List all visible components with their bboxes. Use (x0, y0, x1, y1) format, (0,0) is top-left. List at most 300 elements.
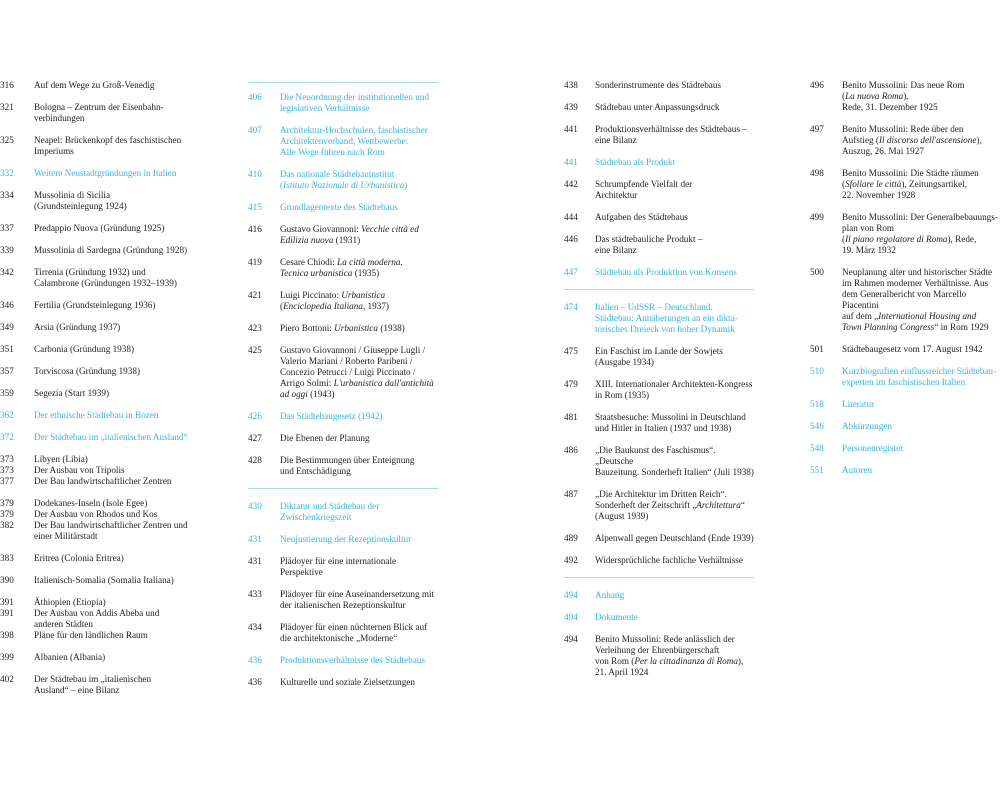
page-number: 446 (564, 234, 578, 244)
entry-title-line: auf dem „International Housing and (842, 311, 977, 321)
page-number: 383 (0, 553, 14, 563)
entry-title (842, 80, 1000, 113)
entry-title-line: „Die Architektur im Dritten Reich“. (595, 489, 727, 499)
page-number: 390 (0, 575, 14, 585)
entry-title (280, 622, 438, 644)
page-number: 431 (248, 556, 262, 566)
page-number: 501 (810, 344, 824, 354)
entry-title (595, 445, 754, 478)
entry-title (595, 590, 754, 601)
entry-title-line: Calambrone (Gründungen 1932–1939) (34, 278, 177, 288)
entry-title (34, 630, 210, 641)
toc-entry[interactable] (0, 465, 210, 476)
toc-entry[interactable] (0, 388, 210, 399)
entry-title-line: Staatsbesuche: Mussolini in Deutschland (595, 412, 746, 422)
page-number: 494 (564, 634, 578, 644)
page-number: 494 (564, 590, 578, 600)
entry-title (280, 224, 438, 246)
entry-title (280, 169, 438, 191)
entry-title-line: Verleihung der Ehrenbürgerschaft (595, 645, 720, 655)
page-number: 487 (564, 489, 578, 499)
entry-title-line: (Sfollare le città), Zeitungsartikel, (842, 179, 967, 189)
entry-title (34, 344, 210, 355)
toc-section-heading[interactable] (564, 302, 754, 335)
page-number: 442 (564, 179, 578, 189)
toc-section-heading[interactable] (564, 267, 754, 278)
entry-title-line: Architektur (595, 190, 638, 200)
toc-entry[interactable] (0, 652, 210, 663)
entry-title (280, 92, 438, 114)
entry-title-line: Dodekanes-Inseln (Isole Egee) (34, 498, 148, 508)
entry-title (595, 533, 754, 544)
entry-title-line: verbindungen (34, 113, 85, 123)
entry-title-line: und Entschädigung (280, 466, 351, 476)
toc-entry[interactable] (0, 135, 210, 157)
page-number: 410 (248, 169, 262, 179)
toc-section-heading[interactable] (564, 157, 754, 168)
toc-column-3 (564, 80, 754, 689)
entry-title (842, 421, 1000, 432)
entry-title (280, 501, 438, 523)
toc-entry[interactable] (0, 575, 210, 586)
entry-title-line: torisches Dreieck von hoher Dynamik (595, 324, 735, 334)
toc-entry[interactable] (0, 267, 210, 289)
toc-entry[interactable] (564, 124, 754, 146)
page-number: 379 (0, 498, 14, 508)
entry-title (842, 399, 1000, 410)
toc-section-heading[interactable] (0, 432, 210, 443)
entry-title (842, 124, 1000, 157)
page-number: 486 (564, 445, 578, 455)
page-number: 339 (0, 245, 14, 255)
entry-title (34, 498, 210, 509)
entry-title (595, 555, 754, 566)
toc-column-1 (0, 80, 210, 707)
entry-title-line: Städtebau: Annäherungen an ein dikta- (595, 313, 738, 323)
entry-title-line: Neapel: Brückenkopf des faschistischen (34, 135, 182, 145)
entry-title (34, 454, 210, 465)
toc-entry[interactable] (564, 634, 754, 678)
entry-title (280, 677, 438, 688)
entry-title (34, 509, 210, 520)
page-number: 342 (0, 267, 14, 277)
entry-title-line: dem Generalbericht von Marcello Piacentini (842, 289, 967, 310)
entry-title-line: Predappio Nuova (Gründung 1925) (34, 223, 165, 233)
page-number: 548 (810, 443, 824, 453)
entry-title (280, 534, 438, 545)
toc-entry[interactable] (0, 509, 210, 520)
toc-entry[interactable] (248, 677, 438, 688)
toc-entry[interactable] (248, 257, 438, 279)
page-number: 415 (248, 202, 262, 212)
entry-title-line: Arrigo Solmi: L'urbanistica dall'antichità (280, 378, 434, 388)
toc-entry[interactable] (0, 674, 210, 696)
entry-title-line: Aufgaben des Städtebaus (595, 212, 688, 222)
entry-title-line: Der Bau landwirtschaftlicher Zentren und (34, 520, 188, 530)
entry-title (34, 245, 210, 256)
page-number: 518 (810, 399, 824, 409)
page-number: 399 (0, 652, 14, 662)
page-number: 481 (564, 412, 578, 422)
entry-title-line: Albanien (Albania) (34, 652, 106, 662)
toc-section-heading[interactable] (810, 399, 1000, 410)
toc-entry[interactable] (248, 589, 438, 611)
page-number: 337 (0, 223, 14, 233)
entry-title-line: Zwischenkriegszeit (280, 512, 352, 522)
toc-entry[interactable] (564, 346, 754, 368)
page-number: 441 (564, 157, 578, 167)
page-number: 479 (564, 379, 578, 389)
page-number: 416 (248, 224, 262, 234)
entry-title-line: Abkürzungen (842, 421, 893, 431)
entry-title (842, 212, 1000, 256)
entry-title (34, 135, 210, 157)
page-number: 419 (248, 257, 262, 267)
entry-title-line: Rede, 31. Dezember 1925 (842, 102, 938, 112)
entry-title-line: Das städtebauliche Produkt – (595, 234, 703, 244)
entry-title-line: (Enciclopedia Italiana, 1937) (280, 301, 389, 311)
page-number: 357 (0, 366, 14, 376)
entry-title (595, 267, 754, 278)
toc-entry[interactable] (564, 379, 754, 401)
entry-title-line: Neujustierung der Rezeptionskultur (280, 534, 412, 544)
toc-entry[interactable] (564, 234, 754, 256)
entry-title-line: Valerio Mariani / Roberto Paribeni / (280, 356, 413, 366)
entry-title-line: Arsia (Gründung 1937) (34, 322, 121, 332)
entry-title-line: Der Städtebau im „italienischen Ausland“ (34, 432, 188, 442)
entry-title-line: Der Ausbau von Rhodos und Kos (34, 509, 158, 519)
toc-entry[interactable] (0, 553, 210, 564)
entry-title-line: Produktionsverhältnisse des Städtebaus – (595, 124, 747, 134)
entry-title-line: Piero Bottoni: Urbanistica (1938) (280, 323, 405, 333)
page-number: 377 (0, 476, 14, 486)
toc-entry[interactable] (248, 622, 438, 644)
entry-title (280, 125, 438, 158)
entry-title-line: Dokumente (595, 612, 638, 622)
page-number: 434 (248, 622, 262, 632)
page-number: 382 (0, 520, 14, 530)
entry-title-line: (Il piano regolatore di Roma), Rede, (842, 234, 977, 244)
entry-title-line: Plädoyer für einen nüchternen Blick auf (280, 622, 428, 632)
toc-column-2 (248, 80, 438, 699)
page-number: 372 (0, 432, 14, 442)
toc-section-heading[interactable] (564, 590, 754, 601)
entry-title (280, 655, 438, 666)
entry-title-line: Produktionsverhältnisse des Städtebaus (280, 655, 425, 665)
entry-title-line: Segezia (Start 1939) (34, 388, 110, 398)
page-number: 551 (810, 465, 824, 475)
page-number: 423 (248, 323, 262, 333)
page-number: 441 (564, 124, 578, 134)
toc-entry[interactable] (0, 520, 210, 542)
toc-entry[interactable] (0, 344, 210, 355)
entry-title-line: Plädoyer für eine Auseinandersetzung mit (280, 589, 435, 599)
toc-entry[interactable] (564, 102, 754, 113)
toc-section-heading[interactable] (0, 168, 210, 179)
entry-title-line: Literatur (842, 399, 875, 409)
toc-section-heading[interactable] (248, 125, 438, 158)
entry-title (34, 520, 210, 542)
entry-title-line: Auszug, 26. Mai 1927 (842, 146, 924, 156)
toc-entry[interactable] (0, 322, 210, 333)
entry-title-line: XIII. Internationaler Architekten-Kongress (595, 379, 753, 389)
entry-title-line: und Hitler in Italien (1937 und 1938) (595, 423, 732, 433)
entry-title-line: Das Städtebaugesetz (1942) (280, 411, 383, 421)
entry-title-line: (La nuova Roma), (842, 91, 909, 101)
page-number: 430 (248, 501, 262, 511)
entry-title-line: im Rahmen moderner Verhältnisse. Aus (842, 278, 989, 288)
entry-title-line: (August 1939) (595, 511, 649, 521)
entry-title (280, 202, 438, 213)
toc-entry[interactable] (0, 366, 210, 377)
entry-title-line: Ausland“ – eine Bilanz (34, 685, 120, 695)
page-number: 431 (248, 534, 262, 544)
entry-title (34, 608, 210, 630)
entry-title-line: Torviscosa (Gründung 1938) (34, 366, 141, 376)
entry-title-line: Ein Faschist im Lande der Sowjets (595, 346, 723, 356)
toc-entry[interactable] (810, 267, 1000, 333)
entry-title (34, 366, 210, 377)
toc-section-heading[interactable] (810, 421, 1000, 432)
toc-section-heading[interactable] (248, 92, 438, 114)
entry-title-line: ad oggi (1943) (280, 389, 335, 399)
toc-entry[interactable] (0, 80, 210, 91)
entry-title-line: Edilizia nuova (1931) (280, 235, 361, 245)
entry-title-line: eine Bilanz (595, 135, 637, 145)
toc-entry[interactable] (0, 300, 210, 311)
toc-entry[interactable] (564, 533, 754, 544)
entry-title (595, 124, 754, 146)
page-number: 332 (0, 168, 14, 178)
toc-entry[interactable] (248, 433, 438, 444)
entry-title-line: Neuplanung alter und historischer Städte (842, 267, 993, 277)
entry-title (34, 465, 210, 476)
entry-title (34, 597, 210, 608)
entry-title (34, 674, 210, 696)
entry-title-line: Mussolinia di Sardegna (Gründung 1928) (34, 245, 188, 255)
toc-entry[interactable] (248, 556, 438, 578)
entry-title-line: Widersprüchliche fachliche Verhältnisse (595, 555, 743, 565)
entry-title-line: Sonderinstrumente des Städtebaus (595, 80, 722, 90)
entry-title (280, 455, 438, 477)
page-number: 496 (810, 80, 824, 90)
toc-entry[interactable] (248, 290, 438, 312)
entry-title (595, 302, 754, 335)
page-number: 426 (248, 411, 262, 421)
entry-title-line: anderen Städten (34, 619, 93, 629)
entry-title-line: Concezio Petrucci / Luigi Piccinato / (280, 367, 416, 377)
entry-title-line: Perspektive (280, 567, 323, 577)
toc-entry[interactable] (0, 102, 210, 124)
toc-entry[interactable] (810, 124, 1000, 157)
toc-section-heading[interactable] (248, 411, 438, 422)
entry-title-line: Äthiopien (Etiopia) (34, 597, 106, 607)
entry-title-line: der italienischen Rezeptionskultur (280, 600, 406, 610)
toc-section-heading[interactable] (810, 443, 1000, 454)
entry-title-line: Architektenverband, Wettbewerbe: (280, 136, 409, 146)
entry-title-line: Italienisch-Somalia (Somalia Italiana) (34, 575, 174, 585)
entry-title (280, 345, 438, 400)
toc-entry[interactable] (0, 608, 210, 630)
entry-title-line: Benito Mussolini: Die Städte räumen (842, 168, 979, 178)
entry-title-line: experten im faschistischen Italien (842, 377, 966, 387)
entry-title (34, 102, 210, 124)
entry-title (34, 652, 210, 663)
entry-title (595, 489, 754, 522)
entry-title-line: Alpenwall gegen Deutschland (Ende 1939) (595, 533, 754, 543)
page-number: 421 (248, 290, 262, 300)
entry-title-line: Städtebau unter Anpassungsdruck (595, 102, 720, 112)
page-number: 438 (564, 80, 578, 90)
entry-title (595, 412, 754, 434)
toc-entry[interactable] (0, 630, 210, 641)
entry-title-line: Sonderheft der Zeitschrift „Architettura“ (595, 500, 745, 510)
page-number: 373 (0, 465, 14, 475)
entry-title-line: von Rom (Per la cittadinanza di Roma), (595, 656, 744, 666)
toc-entry[interactable] (810, 80, 1000, 113)
page-number: 379 (0, 509, 14, 519)
entry-title-line: Tecnica urbanistica (1935) (280, 268, 380, 278)
entry-title (280, 556, 438, 578)
toc-entry[interactable] (0, 245, 210, 256)
entry-title-line: Städtebau als Produkt (595, 157, 676, 167)
entry-title (34, 190, 210, 212)
toc-entry[interactable] (0, 476, 210, 487)
entry-title (280, 290, 438, 312)
page-number: 427 (248, 433, 262, 443)
page-number: 497 (810, 124, 824, 134)
toc-entry[interactable] (0, 498, 210, 509)
entry-title-line: Cesare Chiodi: La città moderna. (280, 257, 403, 267)
toc-entry[interactable] (810, 212, 1000, 256)
entry-title-line: Gustavo Giovannoni / Giuseppe Lugli / (280, 345, 426, 355)
entry-title (34, 80, 210, 91)
page-number: 444 (564, 212, 578, 222)
toc-entry[interactable] (248, 224, 438, 246)
page-number: 334 (0, 190, 14, 200)
entry-title (34, 432, 210, 443)
entry-title-line: Autoren (842, 465, 873, 475)
entry-title-line: Grundlagentexte des Städtebaus (280, 202, 398, 212)
entry-title-line: Kurzbiografien einflussreicher Städtebau- (842, 366, 997, 376)
entry-title (842, 168, 1000, 201)
entry-title-line: 22. November 1928 (842, 190, 916, 200)
entry-title-line: Städtebaugesetz vom 17. August 1942 (842, 344, 983, 354)
toc-entry[interactable] (564, 212, 754, 223)
entry-title (34, 223, 210, 234)
toc-entry[interactable] (564, 555, 754, 566)
toc-section-heading[interactable] (248, 501, 438, 523)
entry-title-line: Personenregister (842, 443, 904, 453)
entry-title-line: Pläne für den ländlichen Raum (34, 630, 148, 640)
page-number: 489 (564, 533, 578, 543)
entry-title-line: Auf dem Wege zu Groß-Venedig (34, 80, 155, 90)
entry-title (280, 323, 438, 334)
section-divider (248, 488, 438, 489)
toc-section-heading[interactable] (248, 655, 438, 666)
entry-title (34, 300, 210, 311)
entry-title (280, 411, 438, 422)
page-number: 500 (810, 267, 824, 277)
toc-section-heading[interactable] (248, 169, 438, 191)
page-number: 407 (248, 125, 262, 135)
toc-entry[interactable] (0, 454, 210, 465)
toc-section-heading[interactable] (810, 366, 1000, 388)
entry-title (595, 102, 754, 113)
page-number: 321 (0, 102, 14, 112)
entry-title-line: Die Ebenen der Planung (280, 433, 370, 443)
toc-section-heading[interactable] (0, 410, 210, 421)
toc-section-heading[interactable] (248, 534, 438, 545)
entry-title-line: (Ausgabe 1934) (595, 357, 654, 367)
toc-entry[interactable] (0, 223, 210, 234)
toc-entry[interactable] (810, 168, 1000, 201)
toc-entry[interactable] (248, 323, 438, 334)
entry-title (34, 553, 210, 564)
entry-title (595, 212, 754, 223)
toc-entry[interactable] (248, 455, 438, 477)
page-number: 351 (0, 344, 14, 354)
entry-title-line: legislativen Verhältnisse (280, 103, 370, 113)
entry-title (34, 322, 210, 333)
page-number: 439 (564, 102, 578, 112)
entry-title-line: die architektonische „Moderne“ (280, 633, 398, 643)
entry-title-line: Benito Mussolini: Das neue Rom (842, 80, 965, 90)
toc-section-heading[interactable] (248, 202, 438, 213)
toc-column-4 (810, 80, 1000, 487)
page-number: 359 (0, 388, 14, 398)
entry-title (842, 465, 1000, 476)
entry-title-line: Fertilia (Grundsteinlegung 1936) (34, 300, 156, 310)
entry-title-line: Bauzeitung. Sonderheft Italien“ (Juli 1938) (595, 467, 754, 477)
page-number: 474 (564, 302, 578, 312)
entry-title-line: Eritrea (Colonia Eritrea) (34, 553, 124, 563)
entry-title-line: Anhang (595, 590, 625, 600)
page-number: 447 (564, 267, 578, 277)
toc-entry[interactable] (564, 445, 754, 478)
toc-section-heading[interactable] (810, 465, 1000, 476)
toc-entry[interactable] (564, 412, 754, 434)
entry-title-line: Architektur-Hochschulen, faschistischer (280, 125, 428, 135)
page-number: 428 (248, 455, 262, 465)
toc-entry[interactable] (564, 179, 754, 201)
toc-entry[interactable] (248, 345, 438, 400)
toc-entry[interactable] (0, 597, 210, 608)
toc-entry[interactable] (0, 190, 210, 212)
entry-title-line: 21. April 1924 (595, 667, 649, 677)
entry-title-line: (Grundsteinlegung 1924) (34, 201, 127, 211)
page-number: 373 (0, 454, 14, 464)
entry-title (842, 267, 1000, 333)
entry-title-line: Alle Wege führen nach Rom (280, 147, 385, 157)
entry-title-line: Der Städtebau im „italienischen (34, 674, 152, 684)
toc-entry[interactable] (564, 489, 754, 522)
page-number: 498 (810, 168, 824, 178)
toc-entry[interactable] (810, 344, 1000, 355)
entry-title (595, 346, 754, 368)
entry-title (842, 344, 1000, 355)
entry-title-line: Aufstieg (Il discorso dell'ascensione), (842, 135, 982, 145)
toc-entry[interactable] (564, 80, 754, 91)
entry-title (34, 476, 210, 487)
page-number: 325 (0, 135, 14, 145)
page-number: 546 (810, 421, 824, 431)
toc-section-heading[interactable] (564, 612, 754, 623)
page-number: 494 (564, 612, 578, 622)
entry-title (595, 612, 754, 623)
entry-title (34, 168, 210, 179)
entry-title-line: Carbonia (Gründung 1938) (34, 344, 135, 354)
